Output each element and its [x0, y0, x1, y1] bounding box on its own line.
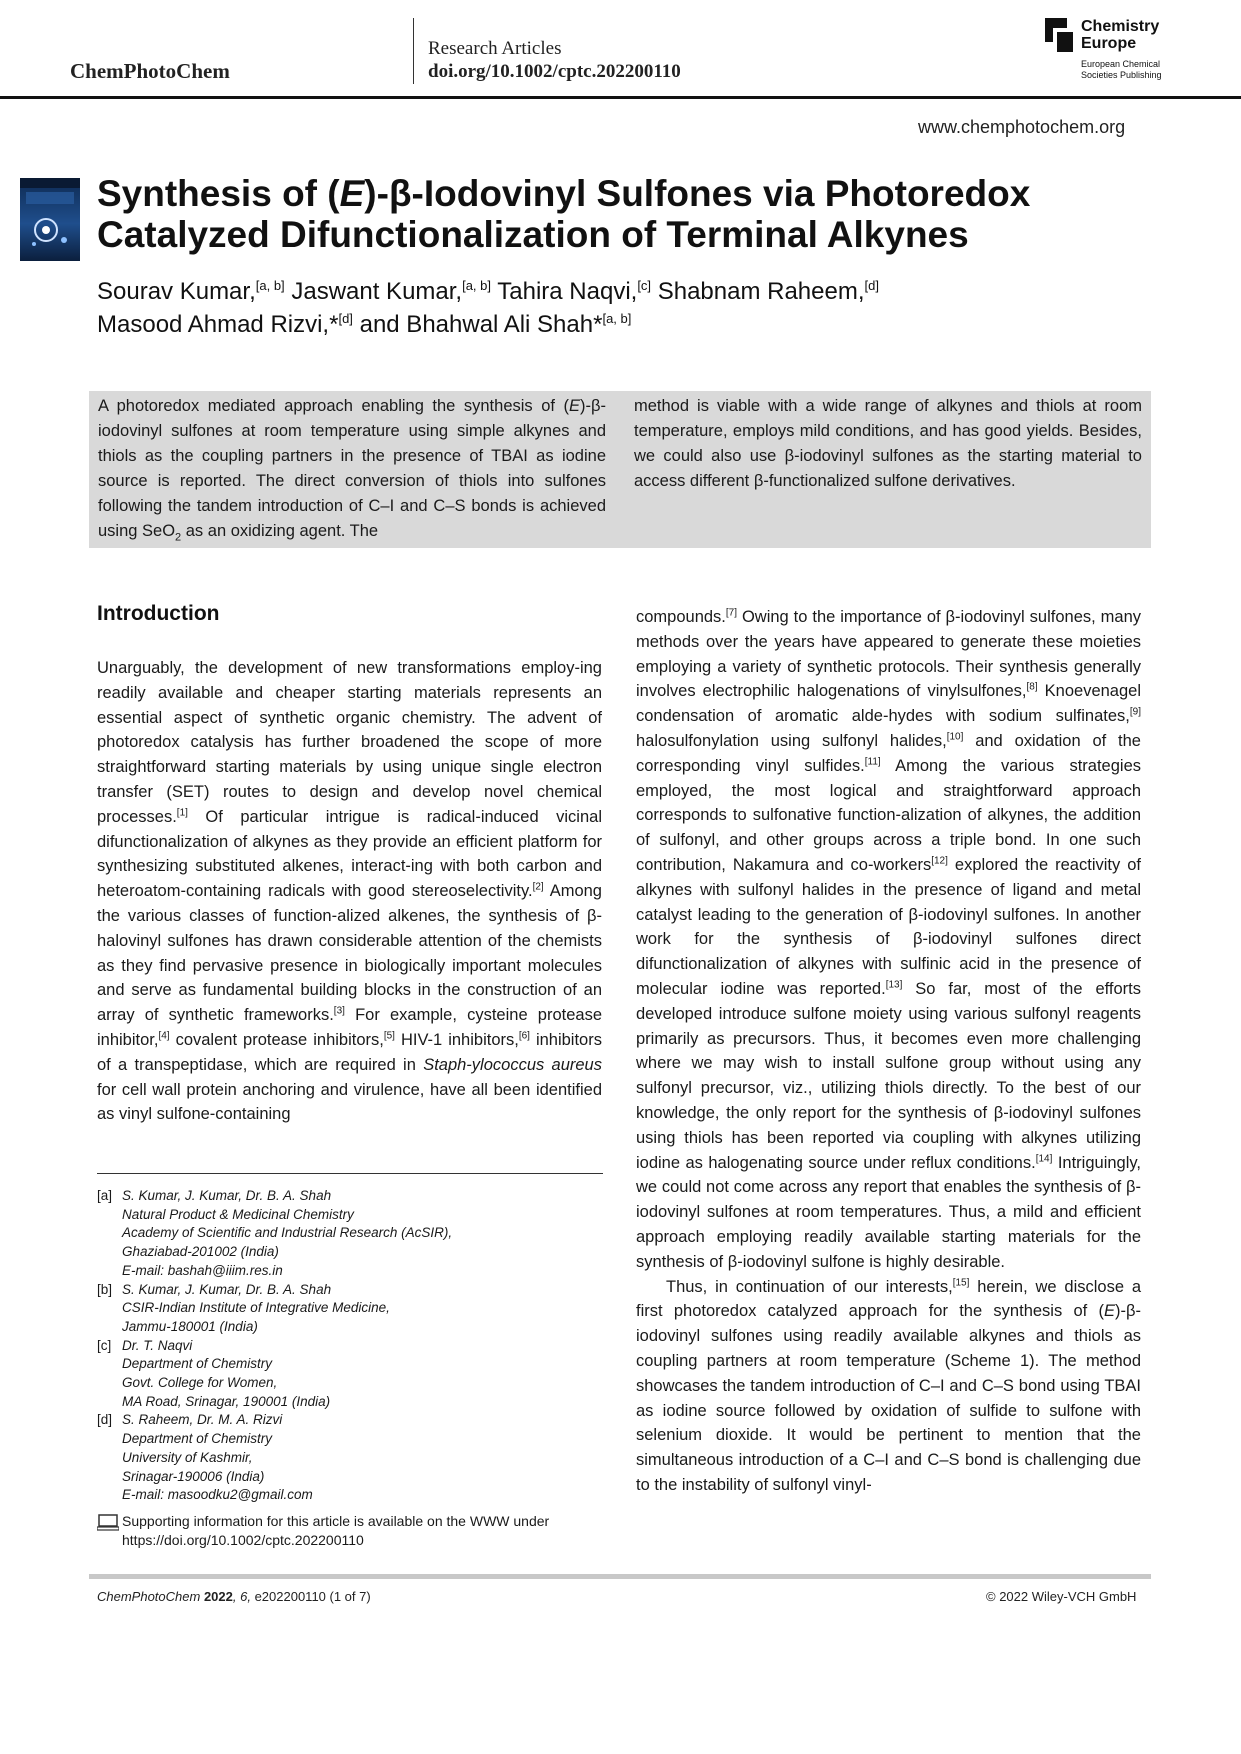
header-rule — [0, 96, 1241, 99]
body-right-column — [636, 605, 1141, 1498]
affiliation-footnotes — [97, 1187, 607, 1505]
supporting-info-note — [97, 1512, 607, 1550]
author-name: Tahira Naqvi, — [497, 278, 638, 305]
footnote-email[interactable]: E-mail: bashah@iiim.res.in — [122, 1262, 283, 1278]
publisher-subtitle-2: Societies Publishing — [1081, 70, 1162, 80]
reference-citation[interactable]: [10] — [946, 731, 964, 743]
reference-citation[interactable]: [12] — [931, 855, 948, 867]
reference-citation[interactable]: [6] — [518, 1030, 530, 1042]
footnote-line: Dr. T. Naqvi — [122, 1337, 193, 1353]
footer-journal: ChemPhotoChem — [97, 1589, 201, 1604]
footer-citation — [97, 1589, 371, 1604]
footnote-line: Natural Product & Medicinal Chemistry — [122, 1206, 354, 1222]
intro-paragraph-3 — [636, 1275, 1141, 1498]
reference-citation[interactable]: [5] — [383, 1030, 395, 1042]
footnote-divider — [97, 1173, 603, 1174]
footnote-label: [a] — [97, 1188, 113, 1203]
publisher-name-2: Europe — [1081, 35, 1137, 52]
computer-icon — [97, 1514, 119, 1531]
author-list — [97, 275, 1157, 341]
reference-citation[interactable]: [11] — [864, 756, 881, 768]
body-text: herein, we disclose a first photoredox catalyzed approach for the synthesis of ( — [636, 1277, 1141, 1321]
e-isomer: E — [1104, 1302, 1116, 1321]
author-affiliation: [c] — [637, 278, 652, 293]
article-title — [97, 173, 1157, 255]
author-affiliation: [a, b] — [255, 278, 285, 293]
reference-citation[interactable]: [14] — [1035, 1153, 1053, 1165]
publisher-name-1: Chemistry — [1081, 18, 1160, 35]
author-affiliation: [a, b] — [602, 311, 632, 326]
title-line1-post: )-β-Iodovinyl Sulfones via Photoredox — [364, 173, 1031, 214]
footnote-line: S. Raheem, Dr. M. A. Rizvi — [122, 1412, 283, 1428]
author-affiliation: [d] — [864, 278, 879, 293]
title-e-isomer: E — [339, 173, 365, 214]
footnote-label: [c] — [97, 1337, 112, 1353]
abstract-left-column — [98, 394, 606, 544]
article-type: Research Articles — [428, 38, 562, 59]
footnote-line: Ghaziabad-201002 (India) — [122, 1244, 279, 1260]
author-name: and Bhahwal Ali Shah* — [359, 311, 603, 338]
body-text: explored the reactivity of alkynes with sulfonyl halides in the presence of ligand and metal catalyst leading to the generation of β-iodovinyl sulfones. In another work for the synthesis of β-iodovinyl sulfones direct difunctionalization of alkynes with sulfinic acid in the presence of molecular iodine was reported. — [636, 855, 1141, 998]
body-text: for cell wall protein anchoring and virulence, have all been identified as vinyl sulfone-containing — [97, 1080, 602, 1124]
abstract-right-column: method is viable with a wide range of alkynes and thiols at room temperature, employs mild conditions, and has good yields. Besides, we could also use β-iodovinyl sulfones as the starting material to access different β-functionalized sulfone derivatives. — [634, 397, 1142, 490]
abstract-text: as an oxidizing agent. The — [181, 522, 379, 540]
footnote-line: Department of Chemistry — [122, 1356, 273, 1372]
footnote-line: Academy of Scientific and Industrial Research (AcSIR), — [122, 1225, 453, 1241]
reference-citation[interactable]: [7] — [725, 607, 738, 619]
footnote-label: [b] — [97, 1281, 113, 1297]
reference-citation[interactable]: [1] — [176, 807, 188, 819]
reference-citation[interactable]: [8] — [1026, 681, 1038, 693]
body-left-column — [97, 656, 602, 1127]
body-text: Intriguingly, we could not come across any report that enables the synthesis of β-iodovinyl sulfones at room temperatures. Thus, a mild and efficient approach employing readily available starting materials for the synthesis of β-iodovinyl sulfone is highly desirable. — [636, 1153, 1141, 1271]
body-text: So far, most of the efforts developed introduce sulfone moiety using various sulfonyl reagents primarily as precursors. Thus, it becomes even more challenging where we may wish to install sulfone group without using any sulfonyl precursor, viz., utilizing thiols directly. To the best of our knowledge, the only report for the synthesis of β-iodovinyl sulfones using thiols has been reported via coupling with alkynes utilizing iodine as halogenating source under reflux conditions. — [636, 979, 1142, 1172]
footer-copyright: © 2022 Wiley-VCH GmbH — [986, 1589, 1137, 1604]
doi-link[interactable]: doi.org/10.1002/cptc.202200110 — [428, 61, 681, 82]
journal-name: ChemPhotoChem — [70, 59, 230, 83]
abstract-subscript: 2 — [175, 531, 182, 544]
author-affiliation: [a, b] — [462, 278, 492, 293]
body-text: Among the various strategies employed, the most logical and straightforward approach corresponds to sulfonative function-alization of alkynes, the addition of sulfonyl, and other groups across a triple bond. In one such contribution, Nakamura and co-workers — [636, 756, 1141, 874]
abstract-text: )-β-iodovinyl sulfones at room temperature using simple alkynes and thiols as the coupling partners in the presence of TBAI as iodine source is reported. The direct conversion of thiols into sulfones following the tandem introduction of C–I and C–S bonds is achieved using SeO — [98, 397, 606, 540]
body-text: Knoevenagel condensation of aromatic alde-hydes with sodium sulfinates, — [636, 682, 1142, 726]
footnote-c — [97, 1337, 607, 1412]
reference-citation[interactable]: [2] — [532, 881, 544, 893]
footnote-a — [97, 1187, 607, 1281]
footnote-line: Govt. College for Women, — [122, 1375, 278, 1391]
body-text: )-β-iodovinyl sulfones using readily available alkynes and thiols as coupling partners at room temperature (Scheme 1). The method showcases the tandem introduction of C–I and C–S bond using TBAI as iodine source followed by oxidation of sulfide to sulfone with selenium dioxide. It would be pertinent to mention that the simultaneous introduction of a C–I and C–S bond is challenging due to the instability of sulfonyl vinyl- — [636, 1302, 1141, 1494]
publisher-subtitle-1: European Chemical — [1081, 59, 1161, 69]
chemistry-europe-logo-icon — [1045, 18, 1075, 54]
footnote-line: S. Kumar, J. Kumar, Dr. B. A. Shah — [122, 1188, 332, 1203]
body-text: Unarguably, the development of new transformations employ-ing readily available and cheaper starting materials represents an essential aspect of synthetic organic chemistry. The advent of photoredox catalysis has further broadened the scope of more straightforward starting materials by using unique single electron transfer (SET) routes to design and develop novel chemical processes. — [97, 659, 602, 826]
footer-article-id: e202200110 (1 of 7) — [250, 1589, 371, 1604]
author-affiliation: [d] — [338, 311, 353, 326]
title-line1-pre: Synthesis of ( — [97, 173, 340, 214]
footer-bar — [89, 1574, 1151, 1579]
footnote-b — [97, 1281, 607, 1337]
body-text: Among the various classes of function-alized alkenes, the synthesis of β-halovinyl sulfones has drawn considerable attention of the chemists as they find pervasive presence in biologically important molecules and serve as fundamental building blocks in the construction of an array of synthetic frameworks. — [97, 882, 602, 1025]
footnote-line: Srinagar-190006 (India) — [122, 1468, 265, 1484]
footer-volume: , 6, — [232, 1589, 251, 1604]
journal-website-link[interactable]: www.chemphotochem.org — [918, 117, 1126, 137]
abstract-e-isomer: E — [569, 397, 581, 415]
footer-year: 2022 — [203, 1589, 233, 1604]
body-text: Of particular intrigue is radical-induced vicinal difunctionalization of alkynes as they provide an efficient platform for synthesizing substituted alkenes, interact-ing with both carbon and heteroatom-containing radicals with good stereoselectivity. — [97, 807, 602, 901]
section-heading-introduction: Introduction — [97, 602, 220, 625]
body-text: covalent protease inhibitors, — [169, 1030, 384, 1049]
footnote-line: Jammu-180001 (India) — [122, 1318, 258, 1334]
reference-citation[interactable]: [3] — [333, 1005, 345, 1017]
body-text: HIV-1 inhibitors, — [394, 1030, 519, 1049]
body-text: halosulfonylation using sulfonyl halides, — [636, 731, 947, 750]
reference-citation[interactable]: [4] — [158, 1030, 170, 1042]
footnote-line: S. Kumar, J. Kumar, Dr. B. A. Shah — [122, 1281, 332, 1297]
footnote-line: CSIR-Indian Institute of Integrative Medicine, — [122, 1300, 390, 1316]
publisher-logo — [1045, 18, 1175, 82]
footnote-d — [97, 1411, 607, 1505]
body-text: Thus, in continuation of our interests, — [666, 1277, 953, 1296]
footnote-label: [d] — [97, 1412, 113, 1428]
abstract-text: A photoredox mediated approach enabling the synthesis of ( — [98, 397, 569, 415]
abstract-box — [89, 391, 1151, 548]
cover-art-icon — [20, 178, 80, 261]
body-text: and oxidation of the corresponding vinyl sulfides. — [636, 731, 1141, 775]
intro-paragraph-2 — [636, 605, 1141, 1275]
supporting-info-text[interactable]: Supporting information for this article is available on the WWW under https://doi.org/10.1002/cptc.202200110 — [122, 1513, 550, 1548]
author-name: Shabnam Raheem, — [657, 278, 865, 305]
header-divider — [413, 18, 414, 84]
footnote-line: MA Road, Srinagar, 190001 (India) — [122, 1393, 331, 1409]
title-line2: Catalyzed Difunctionalization of Terminal Alkynes — [97, 214, 969, 255]
body-text: For example, cysteine protease inhibitor, — [97, 1006, 602, 1049]
author-name: Jaswant Kumar, — [291, 278, 463, 305]
intro-paragraph-1 — [97, 656, 602, 1127]
body-text: compounds. — [636, 608, 726, 626]
reference-citation[interactable]: [9] — [1129, 706, 1141, 718]
footnote-email[interactable]: E-mail: masoodku2@gmail.com — [122, 1487, 313, 1503]
body-text: Owing to the importance of β-iodovinyl sulfones, many methods over the years have appeared to generate these moieties employing a variety of synthetic protocols. Their synthesis generally involves electrophilic halogenations of vinylsulfones, — [636, 608, 1141, 701]
species-name: Staph-ylococcus aureus — [423, 1055, 602, 1074]
author-name: Sourav Kumar, — [97, 278, 256, 305]
journal-cover-thumbnail — [20, 178, 80, 261]
footnote-line: University of Kashmir, — [122, 1449, 253, 1465]
author-name: Masood Ahmad Rizvi,* — [97, 311, 339, 338]
reference-citation[interactable]: [13] — [885, 979, 903, 991]
body-text: inhibitors of a transpeptidase, which are required in — [97, 1030, 602, 1074]
footnote-line: Department of Chemistry — [122, 1431, 273, 1447]
reference-citation[interactable]: [15] — [952, 1277, 970, 1289]
